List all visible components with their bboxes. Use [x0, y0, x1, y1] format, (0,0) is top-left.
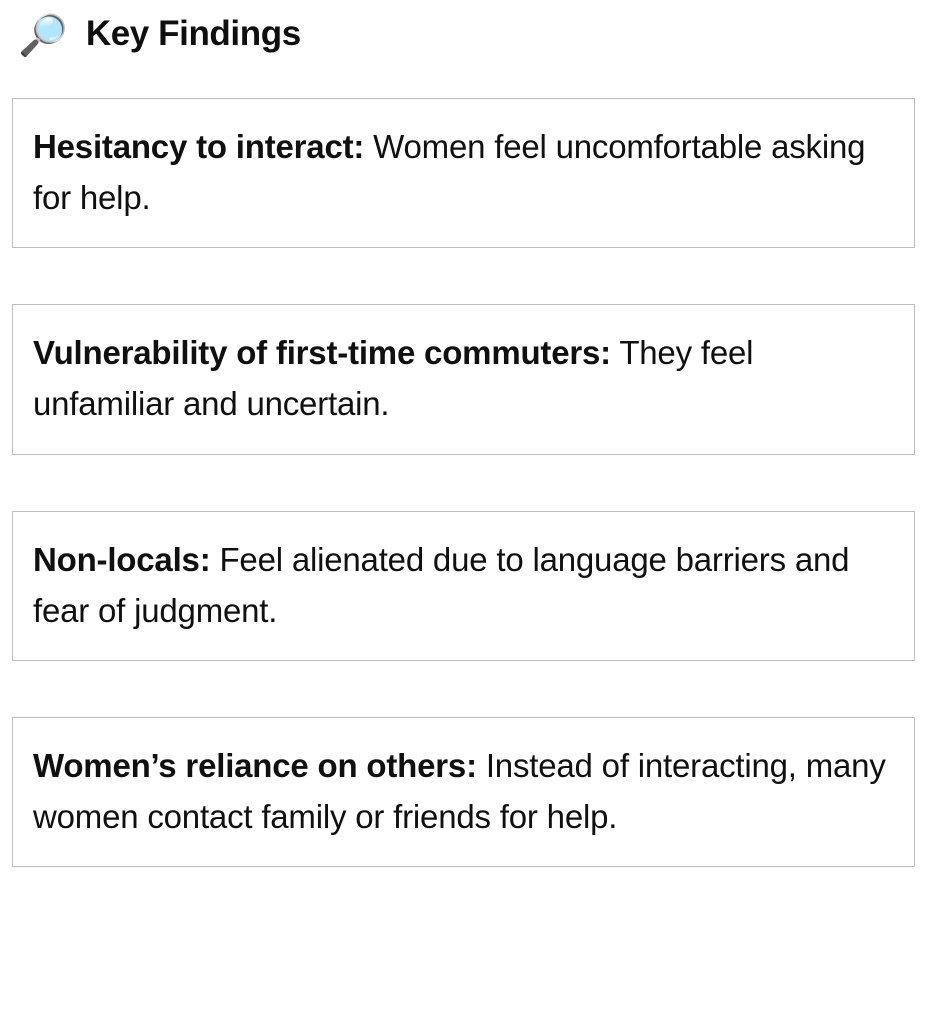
finding-lead: Hesitancy to interact: [33, 128, 365, 165]
finding-card [12, 304, 915, 454]
finding-card [12, 98, 915, 248]
finding-text [33, 740, 894, 842]
finding-body: Instead of interacting, many women contact family or friends for help. [33, 746, 886, 835]
finding-lead: Vulnerability of first-time commuters: [33, 334, 611, 372]
finding-body: They feel unfamiliar and uncertain. [33, 334, 754, 423]
finding-lead: Women’s reliance on others: [33, 746, 477, 784]
page-title-text: Key Findings [85, 14, 301, 53]
page-title [12, 14, 915, 58]
finding-body: Women feel uncomfortable asking for help. [33, 128, 866, 217]
finding-text [33, 534, 894, 636]
finding-text [33, 121, 894, 223]
finding-card [12, 511, 915, 661]
finding-text [33, 327, 894, 429]
finding-body: Feel alienated due to language barriers and fear of judgment. [33, 540, 850, 629]
finding-lead: Non-locals: [33, 540, 211, 578]
magnifying-glass-icon: 🔎 [18, 14, 68, 58]
finding-card [12, 717, 915, 867]
findings-list [12, 98, 915, 867]
